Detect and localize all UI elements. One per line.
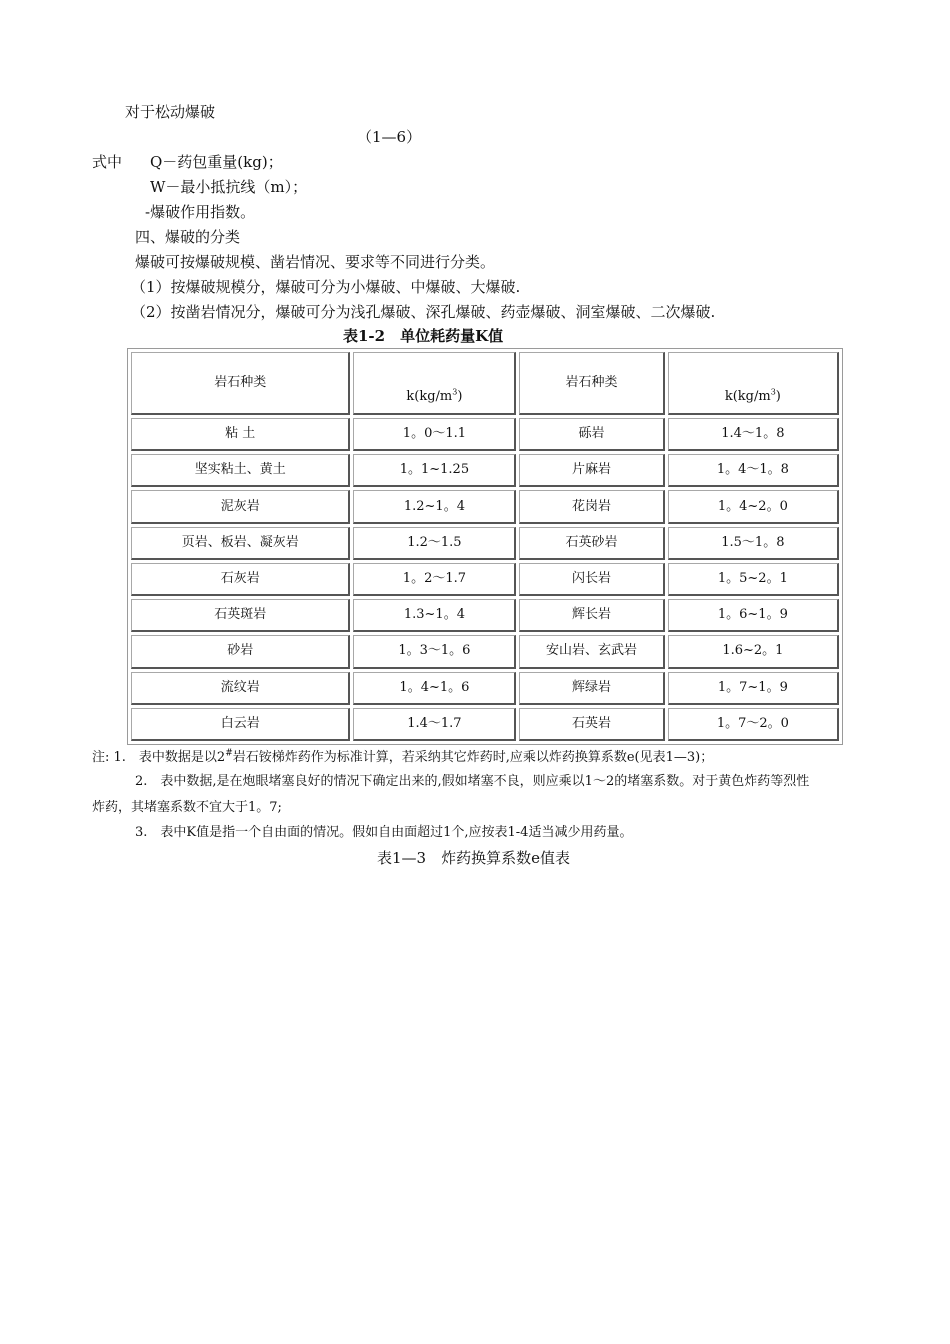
header-k-unit-1: $k(kg/m^3)$ (353, 352, 516, 415)
table-row (131, 708, 839, 741)
note-2-line-2: 炸药，其堵塞系数不宜大于1。7; (92, 800, 282, 815)
rock-type-cell: 片麻岩 (519, 454, 664, 487)
loose-blasting-text: 对于松动爆破 (125, 103, 216, 121)
table-row (131, 563, 839, 596)
rock-type-cell: 安山岩、玄武岩 (519, 635, 664, 668)
k-value-cell: 1。4~2。0 (668, 490, 839, 523)
n-definition: -爆破作用指数。 (145, 203, 256, 221)
note-1: 注: 1. 表中数据是以2#岩石铵梯炸药作为标准计算，若采纳其它炸药时,应乘以炸药换算系数e(见表1—3)； (92, 748, 714, 765)
q-definition: Q－药包重量(kg)； (150, 153, 283, 171)
k-value-cell: 1。2～1.7 (353, 563, 516, 596)
k-value-cell: 1。1~1.25 (353, 454, 516, 487)
rock-type-cell: 辉绿岩 (519, 672, 664, 705)
table-row (131, 490, 839, 523)
k-value-cell: 1.2～1.5 (353, 527, 516, 560)
note-3: 3. 表中K值是指一个自由面的情况。假如自由面超过1个,应按表1-4适当减少用药量。 (135, 825, 633, 840)
rock-type-cell: 泥灰岩 (131, 490, 350, 523)
rock-type-cell: 花岗岩 (519, 490, 664, 523)
table-row (131, 527, 839, 560)
rock-type-cell: 砂岩 (131, 635, 350, 668)
rock-type-cell: 闪长岩 (519, 563, 664, 596)
next-table-title: 表1—3 炸药换算系数e值表 (377, 849, 570, 867)
k-value-cell: 1.2~1。4 (353, 490, 516, 523)
k-value-cell: 1.6~2。1 (668, 635, 839, 668)
k-value-cell: 1。3～1。6 (353, 635, 516, 668)
rock-type-cell: 页岩、板岩、凝灰岩 (131, 527, 350, 560)
k-value-table (127, 348, 843, 745)
table-row (131, 672, 839, 705)
table-row (131, 635, 839, 668)
k-value-grid (128, 349, 842, 744)
rock-type-cell: 流纹岩 (131, 672, 350, 705)
k-value-cell: 1.4～1.7 (353, 708, 516, 741)
table-row (131, 418, 839, 451)
classification-item-1: （1）按爆破规模分，爆破可分为小爆破、中爆破、大爆破. (131, 278, 521, 296)
rock-type-cell: 石英岩 (519, 708, 664, 741)
k-value-cell: 1.4～1。8 (668, 418, 839, 451)
rock-type-cell: 粘 土 (131, 418, 350, 451)
k-value-cell: 1。4~1。6 (353, 672, 516, 705)
table-header-row (131, 352, 839, 415)
header-k-unit-2: $k(kg/m^3)$ (668, 352, 839, 415)
rock-type-cell: 石英斑岩 (131, 599, 350, 632)
formula-number: （1—6） (357, 128, 422, 146)
section-summary: 爆破可按爆破规模、凿岩情况、要求等不同进行分类。 (135, 253, 496, 271)
table-row (131, 599, 839, 632)
where-label: 式中 (92, 153, 123, 171)
rock-type-cell: 砾岩 (519, 418, 664, 451)
section-heading: 四、爆破的分类 (135, 228, 241, 246)
table-title: 表1-2 单位耗药量K值 (343, 327, 504, 345)
k-value-cell: 1。7~1。9 (668, 672, 839, 705)
k-value-cell: 1.3~1。4 (353, 599, 516, 632)
k-value-cell: 1。6~1。9 (668, 599, 839, 632)
k-value-cell: 1.5～1。8 (668, 527, 839, 560)
k-value-cell: 1。0～1.1 (353, 418, 516, 451)
rock-type-cell: 白云岩 (131, 708, 350, 741)
k-value-cell: 1。4～1。8 (668, 454, 839, 487)
rock-type-cell: 坚实粘土、黄土 (131, 454, 350, 487)
classification-item-2: （2）按凿岩情况分，爆破可分为浅孔爆破、深孔爆破、药壶爆破、洞室爆破、二次爆破. (131, 303, 716, 321)
rock-type-cell: 石英砂岩 (519, 527, 664, 560)
w-definition: W－最小抵抗线（m）； (150, 178, 308, 196)
table-row (131, 454, 839, 487)
k-value-cell: 1。5~2。1 (668, 563, 839, 596)
k-value-cell: 1。7～2。0 (668, 708, 839, 741)
note-2-line-1: 2. 表中数据,是在炮眼堵塞良好的情况下确定出来的,假如堵塞不良，则应乘以1～2的堵塞系数。对于黄色炸药等烈性 (135, 774, 810, 789)
header-rock-type-1: 岩石种类 (131, 352, 350, 415)
rock-type-cell: 辉长岩 (519, 599, 664, 632)
rock-type-cell: 石灰岩 (131, 563, 350, 596)
header-rock-type-2: 岩石种类 (519, 352, 664, 415)
